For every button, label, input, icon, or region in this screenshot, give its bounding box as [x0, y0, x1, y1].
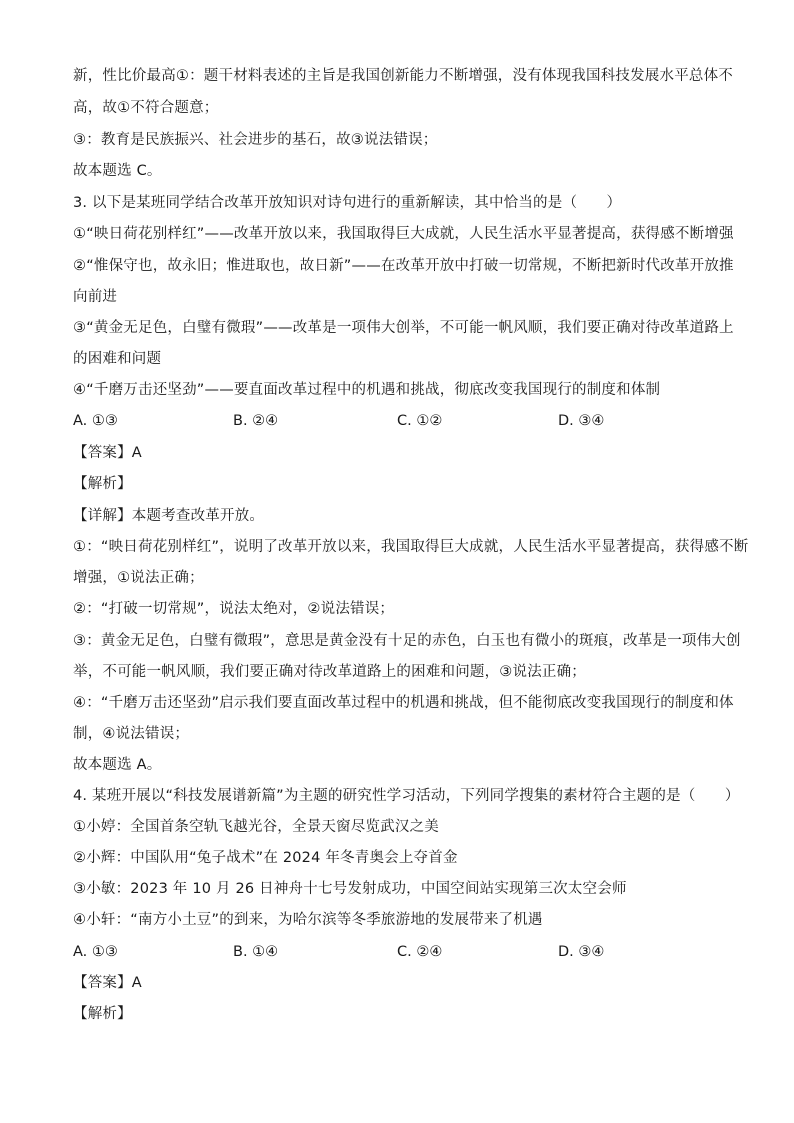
option-a: A. ①③: [73, 413, 118, 429]
option-c: C. ①②: [397, 413, 443, 429]
detail-line: 故本题选 A。: [73, 757, 162, 773]
detail-line: ①：“映日荷花别样红”，说明了改革开放以来，我国取得巨大成就，人民生活水平显著提高，获得感不断: [73, 539, 749, 555]
option-b: B. ②④: [233, 413, 279, 429]
detail-line: ②：“打破一切常规”，说法太绝对，②说法错误；: [73, 601, 395, 617]
analysis-label: 【解析】: [73, 476, 132, 492]
statement-item: ②小辉：中国队用“兔子战术”在 2024 年冬青奥会上夺首金: [73, 850, 458, 866]
statement-item: ④小轩：“南方小土豆”的到来，为哈尔滨等冬季旅游地的发展带来了机遇: [73, 912, 543, 928]
detail-line: ④：“千磨万击还坚劲”启示我们要直面改革过程中的机遇和挑战，但不能彻底改变我国现行的制度和体: [73, 695, 734, 711]
statement-item: ④“千磨万击还坚劲”——要直面改革过程中的机遇和挑战，彻底改变我国现行的制度和体制: [73, 382, 661, 398]
detail-line: 【详解】本题考查改革开放。: [73, 508, 265, 524]
detail-line: 增强，①说法正确；: [73, 570, 204, 586]
answer-options: [73, 942, 733, 962]
detail-line: 制，④说法错误；: [73, 726, 190, 742]
question-stem: 4. 某班开展以“科技发展谱新篇”为主题的研究性学习活动，下列同学搜集的素材符合主题的是（ ）: [73, 788, 740, 804]
statement-item: ①小婷：全国首条空轨飞越光谷，全景天窗尽览武汉之美: [73, 819, 439, 835]
statement-item: ①“映日荷花别样红”——改革开放以来，我国取得巨大成就，人民生活水平显著提高，获得感不断增强: [73, 226, 734, 242]
option-b: B. ①④: [233, 944, 279, 960]
statement-item: ③小敏：2023 年 10 月 26 日神舟十七号发射成功，中国空间站实现第三次太空会师: [73, 881, 627, 897]
option-d: D. ③④: [558, 413, 605, 429]
answer-label: 【答案】A: [73, 445, 142, 461]
question-stem: 3. 以下是某班同学结合改革开放知识对诗句进行的重新解读，其中恰当的是（ ）: [73, 195, 622, 211]
statement-item: ③“黄金无足色，白璧有微瑕”——改革是一项伟大创举，不可能一帆风顺，我们要正确对待改革道路上: [73, 320, 734, 336]
statement-item: ②“惟保守也，故永旧；惟进取也，故日新”——在改革开放中打破一切常规，不断把新时代改革开放推: [73, 258, 734, 274]
detail-line: 举，不可能一帆风顺，我们要正确对待改革道路上的困难和问题，③说法正确；: [73, 664, 586, 680]
answer-label: 【答案】A: [73, 975, 142, 991]
text-line: 故本题选 C。: [73, 163, 162, 179]
statement-item: 向前进: [73, 289, 118, 305]
text-line: ③：教育是民族振兴、社会进步的基石，故③说法错误；: [73, 132, 438, 148]
analysis-label: 【解析】: [73, 1006, 132, 1022]
option-d: D. ③④: [558, 944, 605, 960]
statement-item: 的困难和问题: [73, 351, 162, 367]
detail-line: ③：黄金无足色，白璧有微瑕”，意思是黄金没有十足的赤色，白玉也有微小的斑痕，改革是一项伟大创: [73, 633, 741, 649]
option-a: A. ①③: [73, 944, 118, 960]
text-line: 新，性比价最高①：题干材料表述的主旨是我国创新能力不断增强，没有体现我国科技发展水平总体不: [73, 68, 733, 84]
option-c: C. ②④: [397, 944, 443, 960]
text-line: 高，故①不符合题意；: [73, 100, 219, 116]
answer-options: [73, 411, 733, 431]
